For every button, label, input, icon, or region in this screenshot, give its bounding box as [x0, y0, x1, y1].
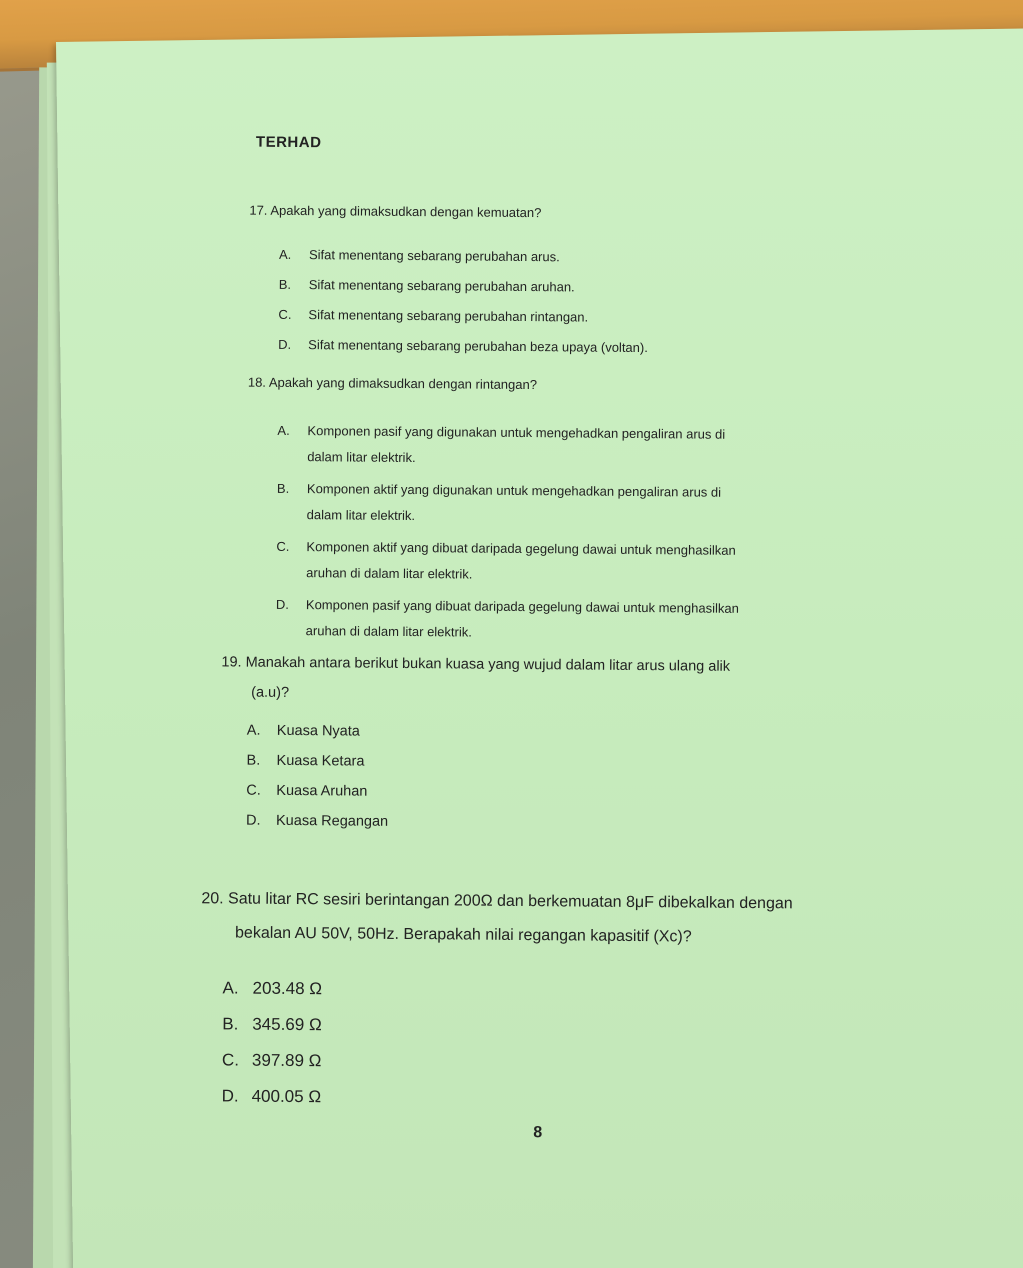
question-text: Manakah antara berikut bukan kuasa yang wujud dalam litar arus ulang alik	[245, 654, 731, 675]
classification-header: TERHAD	[255, 133, 322, 152]
page-number: 8	[533, 1124, 543, 1142]
question-stem	[221, 647, 730, 681]
question-17	[248, 196, 649, 363]
question-stem	[249, 196, 649, 229]
option-b[interactable]: B. Kuasa Ketara	[246, 752, 365, 770]
question-stem-continued: (a.u)?	[251, 684, 290, 701]
question-text: Satu litar RC sesiri berintangan 200Ω dan berkemuatan 8μF dibekalkan dengan	[227, 890, 793, 913]
question-text: Apakah yang dimaksudkan dengan kemuatan?	[270, 202, 542, 221]
question-19	[220, 647, 730, 839]
option-d[interactable]: D. Komponen pasif yang dibuat daripada gegelung dawai untuk menghasilkan aruhan di dalam litar elektrik.	[275, 596, 739, 640]
option-d[interactable]: D. 400.05 Ω	[221, 1086, 322, 1107]
question-18	[246, 368, 741, 654]
question-number: 18.	[247, 374, 267, 390]
option-a[interactable]: A. Komponen pasif yang digunakan untuk mengehadkan pengaliran arus di dalam litar elektrik.	[277, 422, 726, 466]
question-number: 20.	[201, 890, 224, 908]
question-stem-continued: bekalan AU 50V, 50Hz. Berapakah nilai regangan kapasitif (Xc)?	[234, 924, 692, 946]
option-a[interactable]: A. 203.48 Ω	[222, 978, 323, 999]
question-stem	[248, 368, 741, 402]
option-d[interactable]: D. Sifat menentang sebarang perubahan beza upaya (voltan).	[278, 336, 648, 356]
option-a[interactable]: A. Sifat menentang sebarang perubahan arus.	[278, 246, 560, 265]
question-20	[199, 882, 792, 1119]
question-text: Apakah yang dimaksudkan dengan rintangan?	[268, 374, 538, 393]
question-number: 17.	[249, 202, 268, 218]
question-stem	[201, 882, 793, 921]
option-b[interactable]: B. Sifat menentang sebarang perubahan aruhan.	[278, 276, 575, 295]
option-c[interactable]: C. Komponen aktif yang dibuat daripada gegelung dawai untuk menghasilkan aruhan di dalam litar elektrik.	[276, 538, 736, 582]
option-d[interactable]: D. Kuasa Regangan	[245, 812, 389, 830]
option-a[interactable]: A. Kuasa Nyata	[246, 722, 360, 740]
option-c[interactable]: C. Sifat menentang sebarang perubahan rintangan.	[278, 306, 589, 325]
question-number: 19.	[221, 654, 242, 671]
option-b[interactable]: B. Komponen aktif yang digunakan untuk mengehadkan pengaliran arus di dalam litar elektrik.	[276, 480, 722, 524]
option-c[interactable]: C. Kuasa Aruhan	[246, 782, 368, 800]
option-b[interactable]: B. 345.69 Ω	[222, 1014, 322, 1035]
option-c[interactable]: C. 397.89 Ω	[221, 1050, 322, 1071]
